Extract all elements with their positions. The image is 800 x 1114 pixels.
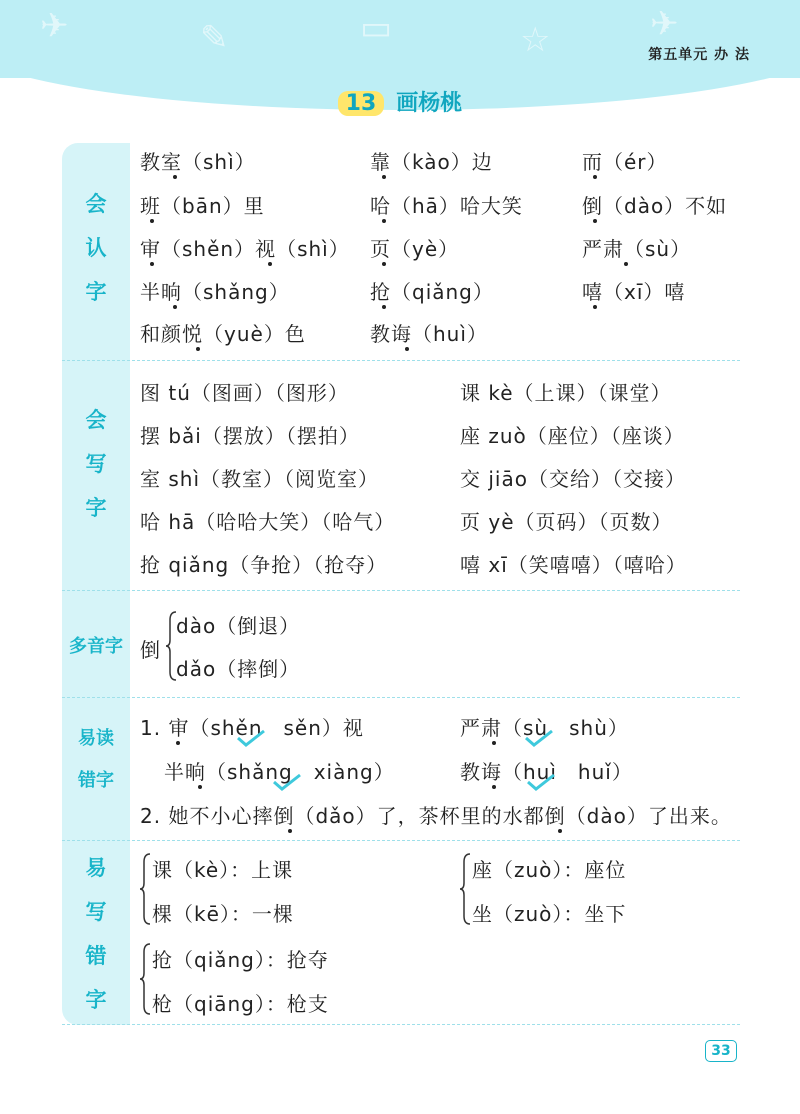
misread-item: 严肃（sù shù） [460,716,629,740]
lesson-name: 画杨桃 [396,91,463,116]
write-item: 页 yè（页码）（页数） [460,510,673,534]
misread-item: 1. 审（shěn sěn）视 [140,716,364,740]
write-item: 室 shì（教室）（阅览室） [140,467,380,491]
section-label-recognize: 会 认 字 [85,192,107,304]
miswrite-item: 棵（kē）：一棵 [152,902,294,926]
recognize-item: 审（shěn）视（shì） [140,237,350,261]
emphasis-dot [492,741,496,745]
write-item: 课 kè（上课）（课堂） [460,381,672,405]
write-item: 交 jiāo（交给）（交接） [460,467,686,491]
emphasis-dot [150,262,154,266]
miswrite-item: 座（zuò）：座位 [472,858,627,882]
recognize-item: 和颜悦（yuè）色 [140,322,306,346]
write-item: 抢 qiǎng（争抢）（抢夺） [140,553,388,577]
misread-item: 半晌（shǎng xiàng） [164,760,395,784]
paper-plane-icon: ✈ [650,4,679,44]
brace-icon [138,852,152,926]
emphasis-dot [593,305,597,309]
recognize-item: 而（ér） [582,150,668,174]
emphasis-dot [405,347,409,351]
lesson-number: 13 [338,91,385,116]
lesson-title [0,86,800,117]
write-item: 哈 hā（哈哈大笑）（哈气） [140,510,396,534]
check-icon [272,772,302,792]
section-label-write: 会 写 字 [85,408,107,520]
section-divider [62,840,740,841]
section-divider [62,360,740,361]
emphasis-dot [173,175,177,179]
page-number: 33 [705,1040,737,1062]
emphasis-dot [382,175,386,179]
miswrite-item: 课（kè）：上课 [152,858,294,882]
section-label-misread: 易读 错字 [78,728,114,791]
star-icon: ☆ [520,20,551,60]
miswrite-item: 坐（zuò）：坐下 [472,902,627,926]
recognize-item: 教诲（huì） [370,322,488,346]
emphasis-dot [288,829,292,833]
emphasis-dot [176,741,180,745]
write-item: 座 zuò（座位）（座谈） [460,424,685,448]
section-divider [62,697,740,698]
write-item: 摆 bǎi（摆放）（摆拍） [140,424,360,448]
emphasis-dot [593,219,597,223]
misread-sentence: 2. 她不小心摔倒（dǎo）了，茶杯里的水都倒（dào）了出来。 [140,804,732,828]
polyphone-char: 倒 [140,638,161,662]
brace-icon [458,852,472,926]
polyphone-reading: dào（倒退） [176,614,301,638]
emphasis-dot [150,219,154,223]
emphasis-dot [593,175,597,179]
emphasis-dot [558,829,562,833]
recognize-item: 严肃（sù） [582,237,692,261]
emphasis-dot [173,305,177,309]
pencil-icon: ✎ [200,18,229,58]
emphasis-dot [198,785,202,789]
recognize-item: 教室（shì） [140,150,256,174]
brace-icon [138,942,152,1016]
section-label-polyphone: 多音字 [69,636,123,657]
write-item: 嘻 xī（笑嘻嘻）（嘻哈） [460,553,687,577]
recognize-item: 倒（dào）不如 [582,194,728,218]
emphasis-dot [382,262,386,266]
emphasis-dot [382,219,386,223]
miswrite-item: 抢（qiǎng）：抢夺 [152,948,329,972]
section-label-miswrite: 易 写 错 字 [85,856,107,1012]
check-icon [524,728,554,748]
check-icon [236,728,266,748]
polyphone-reading: dǎo（摔倒） [176,657,301,681]
emphasis-dot [382,305,386,309]
recognize-item: 嘻（xī）嘻 [582,280,686,304]
check-icon [526,772,556,792]
recognize-item: 靠（kào）边 [370,150,493,174]
recognize-item: 哈（hā）哈大笑 [370,194,523,218]
emphasis-dot [624,262,628,266]
book-icon: ▭ [360,8,393,48]
miswrite-item: 枪（qiāng）：枪支 [152,992,329,1016]
write-item: 图 tú（图画）（图形） [140,381,349,405]
unit-title: 第五单元 办 法 [648,47,750,63]
section-divider [62,590,740,591]
emphasis-dot [268,262,272,266]
emphasis-dot [196,347,200,351]
recognize-item: 半晌（shǎng） [140,280,290,304]
recognize-item: 页（yè） [370,237,460,261]
emphasis-dot [492,785,496,789]
misread-item: 教诲（huì huǐ） [460,760,633,784]
recognize-item: 抢（qiǎng） [370,280,494,304]
recognize-item: 班（bān）里 [140,194,265,218]
paper-plane-icon: ✈ [40,6,69,46]
section-divider [62,1024,740,1025]
